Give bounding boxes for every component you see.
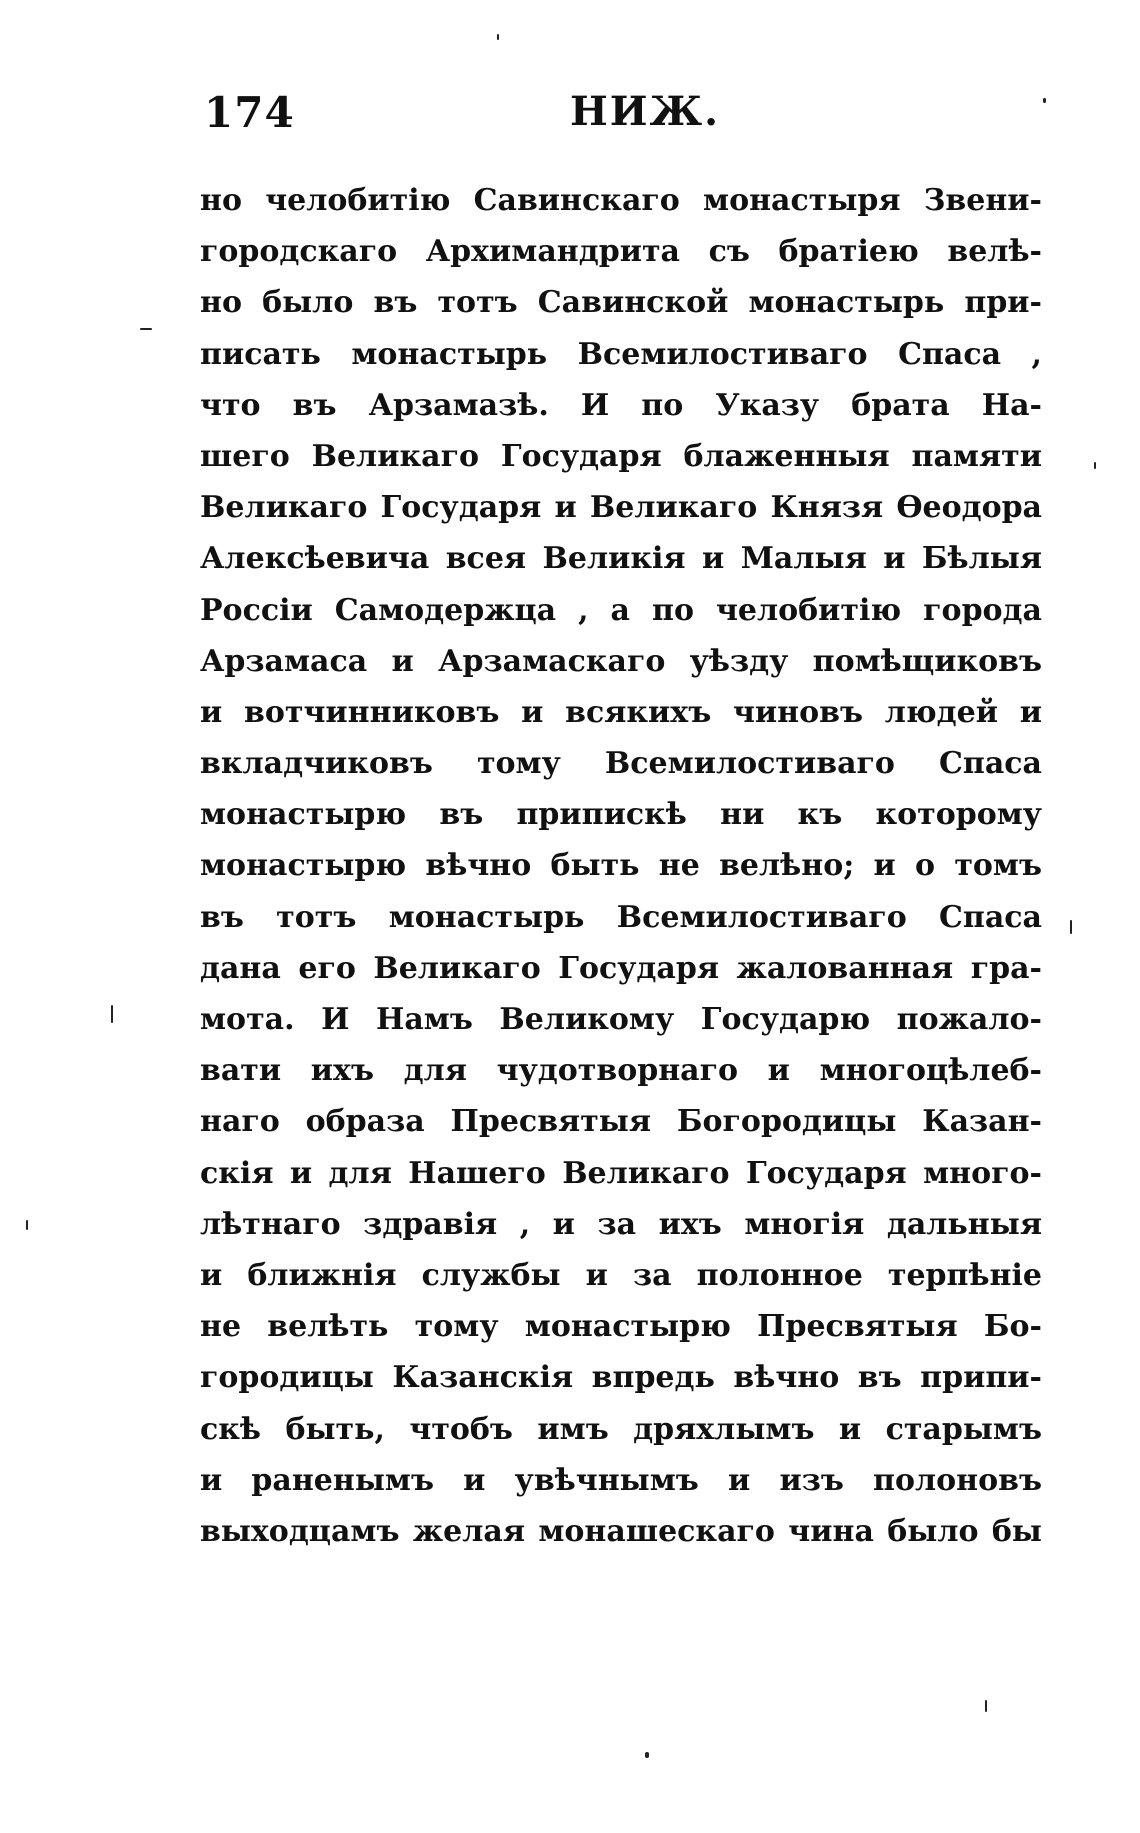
text-line: дана его Великаго Государя жалованная гра- — [200, 950, 1042, 986]
text-line: городицы Казанскія впредь вѣчно въ припи- — [200, 1360, 1042, 1396]
scan-speck — [985, 1700, 987, 1712]
text-line: и раненымъ и увѣчнымъ и изъ полоновъ — [200, 1462, 1042, 1498]
text-line: скѣ быть, чтобъ имъ дряхлымъ и старымъ — [200, 1411, 1042, 1447]
text-line: лѣтнаго здравія , и за ихъ многія дальныя — [200, 1206, 1042, 1242]
text-line: но было въ тотъ Савинской монастырь при- — [200, 285, 1042, 321]
text-line: Алексѣевича всея Великія и Малыя и Бѣлыя — [200, 541, 1042, 577]
text-line: что въ Арзамазѣ. И по Указу брата На- — [200, 387, 1042, 423]
scan-speck — [140, 328, 152, 330]
page-header — [200, 82, 1040, 142]
body-text — [200, 175, 1042, 1557]
text-line: вати ихъ для чудотворнаго и многоцѣлеб- — [200, 1053, 1042, 1089]
text-line: шего Великаго Государя блаженныя памяти — [200, 438, 1042, 474]
text-line: монастырю вѣчно быть не велѣно; и о томъ — [200, 848, 1042, 884]
running-head: НИЖ. — [570, 88, 720, 135]
scan-speck — [111, 1005, 113, 1023]
text-line: выходцамъ желая монашескаго чина было бы — [200, 1513, 1042, 1549]
text-line: мота. И Намъ Великому Государю пожало- — [200, 1002, 1042, 1037]
text-line: не велѣть тому монастырю Пресвятыя Бо- — [200, 1309, 1042, 1345]
text-line: наго образа Пресвятыя Богородицы Казан- — [200, 1104, 1042, 1140]
text-line: городскаго Архимандрита съ братіею велѣ- — [200, 234, 1042, 270]
text-line: Великаго Государя и Великаго Князя Ѳеодора — [200, 490, 1042, 526]
scan-speck — [1043, 98, 1046, 103]
text-line: въ тотъ монастырь Всемилостиваго Спаса — [200, 899, 1042, 935]
scan-speck — [1070, 920, 1072, 934]
scan-speck — [1094, 462, 1096, 469]
page-number: 174 — [204, 88, 295, 137]
text-line: Арзамаса и Арзамаскаго уѣзду помѣщиковъ — [200, 643, 1042, 679]
scan-speck — [645, 1752, 649, 1758]
text-line: и вотчинниковъ и всякихъ чиновъ людей и — [200, 694, 1042, 730]
scan-speck — [497, 34, 499, 40]
text-line: и ближнія службы и за полонное терпѣніе — [200, 1257, 1042, 1293]
text-line: вкладчиковъ тому Всемилостиваго Спаса — [200, 746, 1042, 782]
text-line: но челобитію Савинскаго монастыря Звени- — [200, 183, 1042, 218]
text-line: Россіи Самодержца , а по челобитію города — [200, 592, 1042, 628]
scan-speck — [26, 1220, 28, 1230]
text-line: монастырю въ припискѣ ни къ которому — [200, 797, 1042, 833]
text-line: скія и для Нашего Великаго Государя много- — [200, 1155, 1042, 1191]
text-line: писать монастырь Всемилостиваго Спаса , — [200, 336, 1042, 372]
